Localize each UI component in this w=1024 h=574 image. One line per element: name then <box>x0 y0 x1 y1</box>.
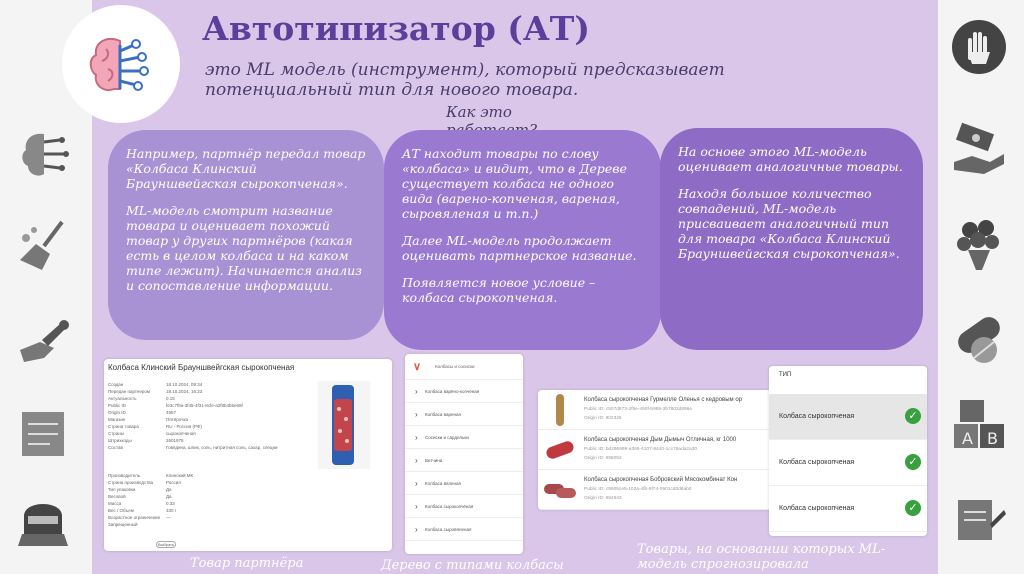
attribute-key: Страны <box>108 431 125 436</box>
flowers-icon <box>950 214 1008 272</box>
table-row[interactable] <box>769 486 927 532</box>
alphabet-blocks-icon <box>950 396 1008 454</box>
attribute-key: Страна товара <box>108 424 139 429</box>
attribute-value: RU - Россия (РФ) <box>166 424 202 429</box>
tree-item[interactable]: › Колбаса варёно-копчёная <box>405 380 523 403</box>
caption-partner-product: Товар партнёра <box>190 556 304 571</box>
tree-item[interactable]: › Ветчина <box>405 449 523 472</box>
attribute-key: Состав <box>108 445 123 450</box>
types-screenshot <box>769 366 927 536</box>
attribute-key: Запрещенный <box>108 522 138 527</box>
product-title: Колбаса Клинский Брауншвейгская сырокопченая <box>108 363 295 372</box>
table-row[interactable] <box>769 440 927 486</box>
attribute-key: Магазин <box>108 417 126 422</box>
attribute-value: Пятёрочка <box>166 417 189 422</box>
explanation-card-1 <box>108 130 384 340</box>
tree-item[interactable]: › Колбаса сыровяленая <box>405 518 523 541</box>
attribute-key: Возрастное ограничение <box>108 515 161 520</box>
contract-icon <box>950 490 1008 548</box>
attribute-value: 0.15 <box>166 396 175 401</box>
attribute-key: Весовой <box>108 494 126 499</box>
attribute-key: Передан партнером <box>108 389 150 394</box>
product-name: Колбаса сырокопченая Дым Дымыч Отличная, кг 1000 <box>584 437 737 443</box>
attribute-value: 18.10.2024, 09:34 <box>166 382 203 387</box>
attribute-row <box>108 521 308 528</box>
attribute-row <box>108 409 308 416</box>
attribute-value: fe3c7f9a-3f45-4f31-8cfe-a2f8b4b5e69f <box>166 403 243 408</box>
check-icon: ✓ <box>905 500 921 516</box>
type-value: Колбаса сырокопченая <box>779 413 855 420</box>
stop-hand-icon <box>950 18 1008 76</box>
card-paragraph: Появляется новое условие – колбаса сырокопченая. <box>402 275 596 305</box>
attribute-key: Страна производства <box>108 480 154 485</box>
similar-products-screenshot <box>538 390 776 510</box>
attribute-key: Тип упаковки <box>108 487 136 492</box>
right-icon-strip <box>938 0 1024 574</box>
pill-icon <box>950 310 1008 368</box>
explanation-card-2 <box>384 130 661 350</box>
attribute-row <box>108 493 308 500</box>
attribute-value: Россия <box>166 480 181 485</box>
product-name: Колбаса сырокопченая Бобровский Мясокомбинат Кон <box>584 477 738 483</box>
product-thumbnail <box>542 392 578 428</box>
attribute-row <box>108 388 308 395</box>
brain-badge <box>62 5 180 123</box>
attribute-row <box>108 423 308 430</box>
attribute-row <box>108 430 308 437</box>
money-hand-icon <box>950 122 1008 180</box>
attribute-value: сырокопченая <box>166 431 196 436</box>
attribute-row <box>108 437 308 444</box>
attribute-row <box>108 486 308 493</box>
card-paragraph: ML-модель смотрит название товара и оценивает похожий товар у других партнёров (какая есть в целом колбаса и на каком типе лежит). Начинается анализ и сопоставление информации. <box>126 203 362 293</box>
page-subtitle: это ML модель (инструмент), который предсказывает потенциальный тип для нового товара. <box>205 60 725 100</box>
robot-head-icon <box>14 490 72 548</box>
attribute-key: Origin ID <box>108 410 126 415</box>
product-thumbnail <box>542 432 578 468</box>
tree-item[interactable]: › Колбаса вяленая <box>405 472 523 495</box>
attribute-value: 18.10.2024, 16:23 <box>166 389 203 394</box>
list-item[interactable] <box>538 390 776 430</box>
attribute-key: Масса <box>108 501 122 506</box>
svg-text:B: B <box>987 429 998 448</box>
tree-item[interactable]: › Колбаса сырокопчёная <box>405 495 523 518</box>
explanation-card-3 <box>660 128 923 350</box>
tree-root-label: Колбасы и сосиски <box>435 364 475 369</box>
attribute-key: Вес / Объем <box>108 508 134 513</box>
attribute-row <box>108 381 308 388</box>
product-thumbnail <box>542 472 578 508</box>
tree-header <box>405 354 523 380</box>
tree-item[interactable]: › Сосиски и сардельки <box>405 426 523 449</box>
select-button[interactable]: Выбрать <box>157 542 175 547</box>
attribute-value: Клинский МК <box>166 473 194 478</box>
attribute-key: Производитель <box>108 473 141 478</box>
type-column-header: ТИП <box>779 372 792 378</box>
product-origin-id: Origin ID: 696053 <box>584 456 622 461</box>
partner-product-screenshot <box>104 359 392 551</box>
product-origin-id: Origin ID: 684943 <box>584 496 622 501</box>
attribute-value: 330 г <box>166 508 177 513</box>
list-item[interactable] <box>538 470 776 510</box>
card-paragraph: Находя большое количество совпадений, ML-модель присваивает аналогичный тип для товара «Колбаса Клинский Брауншвейгская сырокопченая». <box>678 186 900 261</box>
attribute-key: Создан <box>108 382 124 387</box>
attribute-value: Говядина, шпик, соль, нитритная соль, сахар, специи <box>166 445 278 450</box>
svg-text:A: A <box>962 429 973 448</box>
attribute-key: Актуальность <box>108 396 137 401</box>
attribute-row <box>108 444 308 472</box>
attribute-value: Да <box>166 494 172 499</box>
caption-tree: Дерево с типами колбасы <box>381 558 564 573</box>
chevron-down-icon[interactable]: ∨ <box>413 361 422 373</box>
attribute-row <box>108 479 308 486</box>
attribute-row <box>108 500 308 507</box>
how-it-works-label: Как это <box>446 103 512 121</box>
caption-predicted-products: Товары, на основании которых ML-модель спрогнозировала <box>637 542 886 572</box>
attribute-row <box>108 416 308 423</box>
attribute-row <box>108 514 308 521</box>
check-icon: ✓ <box>905 454 921 470</box>
attribute-key: Штрихкоды <box>108 438 132 443</box>
brain-circuit-icon <box>62 5 180 123</box>
attribute-key: Public ID <box>108 403 127 408</box>
table-row[interactable] <box>769 394 927 440</box>
tree-item[interactable]: › Колбаса вареная <box>405 403 523 426</box>
document-icon <box>14 404 72 462</box>
type-value: Колбаса сырокопченая <box>779 505 855 512</box>
sausage-image <box>318 381 370 469</box>
product-name: Колбаса сырокопченая Гурмелле Оленья с кедровым ор <box>584 397 743 403</box>
attribute-row <box>108 402 308 409</box>
category-tree-screenshot <box>405 354 523 554</box>
list-item[interactable] <box>538 430 776 470</box>
product-public-id: Public ID: c507d873-2f9e-490f-b989-3b7802d898e <box>584 407 693 412</box>
attribute-row <box>108 395 308 402</box>
attribute-row <box>108 472 308 479</box>
page-title: Автотипизатор (АТ) <box>202 9 590 48</box>
type-value: Колбаса сырокопченая <box>779 459 855 466</box>
attribute-value: 4567 <box>166 410 177 415</box>
broom-icon <box>14 216 72 274</box>
card-paragraph: На основе этого ML-модель оценивает аналогичные товары. <box>678 144 903 174</box>
attribute-value: — <box>166 515 171 520</box>
brain-circuit-icon <box>14 126 72 184</box>
attribute-row <box>108 507 308 514</box>
product-public-id: Public ID: c9905ce5-102a-4fb-9f74-0901cd0d6ab0 <box>584 487 692 492</box>
card-paragraph: Например, партнёр передал товар «Колбаса Клинский Брауншвейгская сырокопченая». <box>126 146 366 191</box>
product-origin-id: Origin ID: 902325 <box>584 416 622 421</box>
attribute-value: Да <box>166 487 172 492</box>
product-attributes <box>108 381 308 528</box>
card-paragraph: Далее ML-модель продолжает оценивать партнерское название. <box>402 233 637 263</box>
wrench-hand-icon <box>14 312 72 370</box>
card-paragraph: АТ находит товары по слову «колбаса» и видит, что в Дереве существует колбаса не одного вида (варено-копченая, вареная, сыровяленая и т.п.) <box>402 146 627 221</box>
attribute-value: 2601978 <box>166 438 184 443</box>
attribute-value: 0.33 <box>166 501 175 506</box>
product-public-id: Public ID: bd296999-a395-4107-9440-1cc76ada2a30 <box>584 447 698 452</box>
check-icon: ✓ <box>905 408 921 424</box>
